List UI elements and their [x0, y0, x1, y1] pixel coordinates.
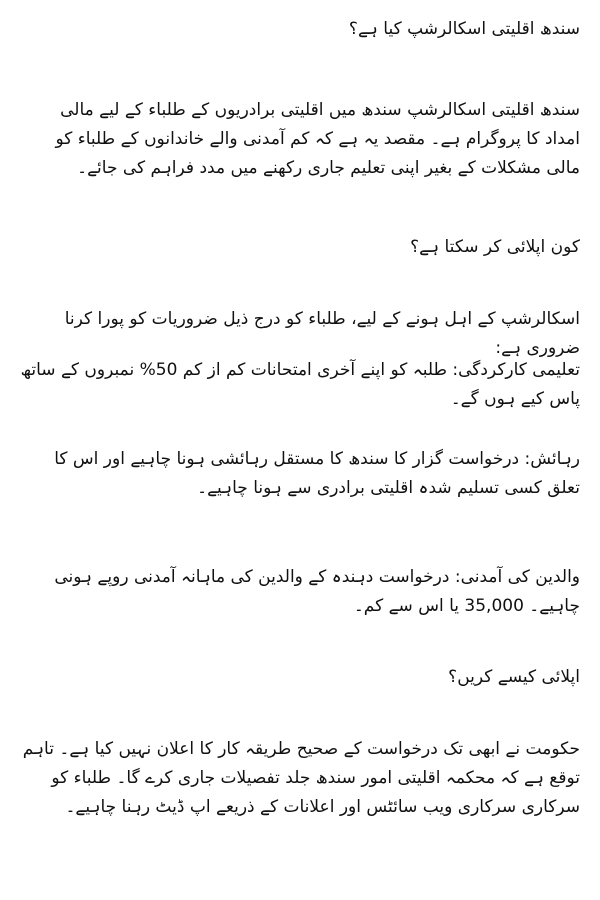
- paragraph-residence: رہائش: درخواست گزار کا سندھ کا مستقل رہائشی ہونا چاہیے اور اس کا تعلق کسی تسلیم شدہ اقلیتی برادری سے ہونا چاہیے۔: [54, 449, 580, 498]
- section-heading-who-can-apply: کون اپلائی کر سکتا ہے؟: [410, 237, 580, 257]
- paragraph-scholarship-description: سندھ اقلیتی اسکالرشپ سندھ میں اقلیتی برادریوں کے طلباء کے لیے مالی امداد کا پروگرام ہے۔ مقصد یہ ہے کہ کم آمدنی والے خاندانوں کے طلباء کو مالی مشکلات کے بغیر اپنی تعلیم جاری رکھنے میں مدد فراہم کی جائے۔: [55, 100, 580, 178]
- paragraph-application-process: حکومت نے ابھی تک درخواست کے صحیح طریقہ کار کا اعلان نہیں کیا ہے۔ تاہم توقع ہے کہ محکمہ اقلیتی امور سندھ جلد تفصیلات جاری کرے گا۔ طلباء کو سرکاری سرکاری ویب سائٹس اور اعلانات کے ذریعے اپ ڈیٹ رہنا چاہیے۔: [22, 739, 580, 817]
- paragraph-parental-income: والدین کی آمدنی: درخواست دہندہ کے والدین کی ماہانہ آمدنی روپے ہونی چاہیے۔ 35,000 یا اس سے کم۔: [54, 567, 580, 616]
- paragraph-eligibility-intro: اسکالرشپ کے اہل ہونے کے لیے، طلباء کو درج ذیل ضروریات کو پورا کرنا ضروری ہے:: [64, 309, 580, 358]
- section-heading-how-to-apply: اپلائی کیسے کریں؟: [448, 667, 580, 687]
- section-heading-what-is-scholarship: سندھ اقلیتی اسکالرشپ کیا ہے؟: [348, 19, 580, 39]
- paragraph-academic-performance: تعلیمی کارکردگی: طلبہ کو اپنے آخری امتحانات کم از کم 50% نمبروں کے ساتھ پاس کیے ہوں گے۔: [20, 360, 580, 409]
